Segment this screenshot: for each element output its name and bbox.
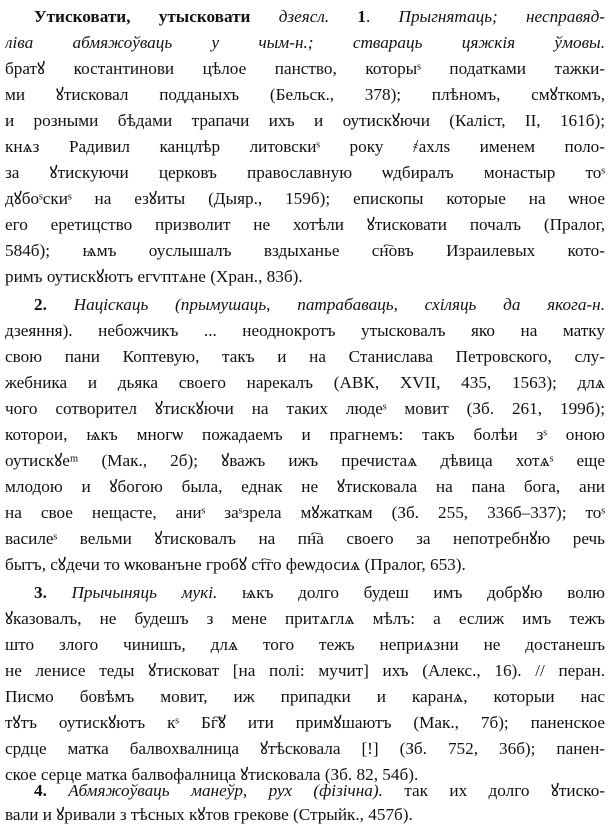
sense-1-line: римъ оутискꙋютъ егѵптѧне (Хран., 83б). xyxy=(5,267,303,286)
sense-2-gloss: Націскаць (прымушаць, патрабаваць, схіляць да якога-н. xyxy=(73,295,605,314)
sense-2-line xyxy=(5,318,605,344)
sense-3-header-line xyxy=(34,580,605,606)
sense-2-line: которои, ѩкъ многѡ пожадаемъ и прагнемъ: такъ болѣи зˢ оною xyxy=(5,425,605,444)
entry-header-line: Утисковати, утысковати дзеясл. 1. Прыгнятаць; несправяд- xyxy=(34,7,605,26)
sense-2-number: 2. xyxy=(34,295,47,314)
sense-2-line: василеˢ вельми ꙋтисковалъ на пн҇а своего за непотребнꙋю речь xyxy=(5,529,605,548)
sense-1-line: за ꙋтискуючи церковъ православную ѡдбиралъ монастыр тоˢ xyxy=(5,163,605,182)
sense-3-line: тꙋтъ оутискꙋютъ кˢ Бг҇ꙋ ити примꙋшаютъ (Мак., 7б); паненское xyxy=(5,713,605,732)
sense-1-number: 1 xyxy=(357,7,366,26)
sense-1-line xyxy=(5,30,605,56)
sense-3-line: ꙋказовалъ, не будешъ з мене притѧглѧ мѣлъ: а еслиж имъ тежъ xyxy=(5,609,605,628)
sense-1-gloss-cont: ліва абмяжоўваць у чым-н.; ствараць цяжкія ўмовы. xyxy=(5,33,605,52)
sense-4-gloss: Абмяжоўваць манеўр, рух (фізічна). xyxy=(68,781,383,800)
sense-1-line: 584б); ѩмъ оуслышалъ вздыханье сн҇овъ Израилевых кото- xyxy=(5,241,605,260)
sense-3-line: што злого чинишъ, длѧ того тежъ неприѧзни не достанешъ xyxy=(5,635,605,654)
part-of-speech: дзеясл. xyxy=(278,7,330,26)
sense-1-line: и розными бѣдами трапачи ихъ и оутискꙋючи (Каліст, II, 161б); xyxy=(5,111,605,130)
sense-2-line: на свое нещасте, аниˢ заˢзрела мꙋжаткам (Зб. 255, 336б–337); тоˢ xyxy=(5,503,605,522)
sense-1-line: дꙋбоˢскиˢ на езꙋиты (Дыяр., 159б); епископы которые на ѡное xyxy=(5,189,605,208)
sense-2-line: млодою и ꙋбогою была, еднак не ꙋтисковала на пана бога, ани xyxy=(5,477,605,496)
sense-2-gloss-cont: дзеяння). небожчикъ ... неоднокротъ утысковалъ яко на матку xyxy=(5,321,605,340)
sense-4-line: вали и ꙋривали з тѣсных кꙋтов грекове (Стрыйк., 457б). xyxy=(5,805,413,824)
sense-1-gloss: Прыгнятаць; несправяд- xyxy=(398,7,605,26)
sense-3-number: 3. xyxy=(34,583,47,602)
sense-2-line: бытъ, сꙋдечи то ѡкованъне гробꙋ ст҇го феѡдосиѧ (Пралог, 653). xyxy=(5,555,466,574)
sense-3-line: ское серце матка балвофалница ꙋтисковала (Зб. 82, 54б). xyxy=(5,765,419,784)
sense-3-line: Писмо бовѣмъ мовит, иж припадки и каранѧ, которыи нас xyxy=(5,687,605,706)
sense-2-header-line xyxy=(34,292,605,318)
sense-3-gloss: Прычыняць мукі. xyxy=(71,583,218,602)
sense-1-line: кнѧз Радивил канцлѣр литовскиˢ року ҂ахлѕ именем поло- xyxy=(5,137,605,156)
sense-2-line: свою пани Коптевую, такъ и на Станислава Петровского, слу- xyxy=(5,347,605,366)
sense-1-line: ми ꙋтисковал подданыхъ (Бельск., 378); плѣномъ, смꙋткомъ, xyxy=(5,85,605,104)
sense-3-line: срдце матка балвохвалница ꙋтѣсковала [!] (Зб. 752, 36б); панен- xyxy=(5,739,605,758)
sense-1-line: братꙋ костантинови цѣлое панство, которыˢ податками тажки- xyxy=(5,59,605,78)
sense-4-quote-start: так их долго ꙋтиско- xyxy=(404,781,605,800)
sense-2-line: чого сотворител ꙋтискꙋючи на таких людеˢ мовит (Зб. 261, 199б); xyxy=(5,399,605,418)
sense-4-header-line xyxy=(34,778,605,804)
sense-2-line: оутискꙋеᵐ (Мак., 2б); ꙋважъ ижъ пречистаѧ дѣвица хотѧˢ еще xyxy=(5,451,605,470)
headword: Утисковати, утысковати xyxy=(34,7,251,26)
sense-2-line: жебника и дьяка своего нарекалъ (АВК, XVII, 435, 1563); длѧ xyxy=(5,373,605,392)
sense-4-number: 4. xyxy=(34,781,47,800)
sense-3-quote-start: ѩкъ долго будеш имъ добрꙋю волю xyxy=(241,583,605,602)
sense-1-line: его еретицство призволит не хотѣли ꙋтисковати почалъ (Пралог, xyxy=(5,215,605,234)
sense-3-line: не ленисе теды ꙋтисковат [на полі: мучит] ихъ (Алекс., 16). // перан. xyxy=(5,661,605,680)
